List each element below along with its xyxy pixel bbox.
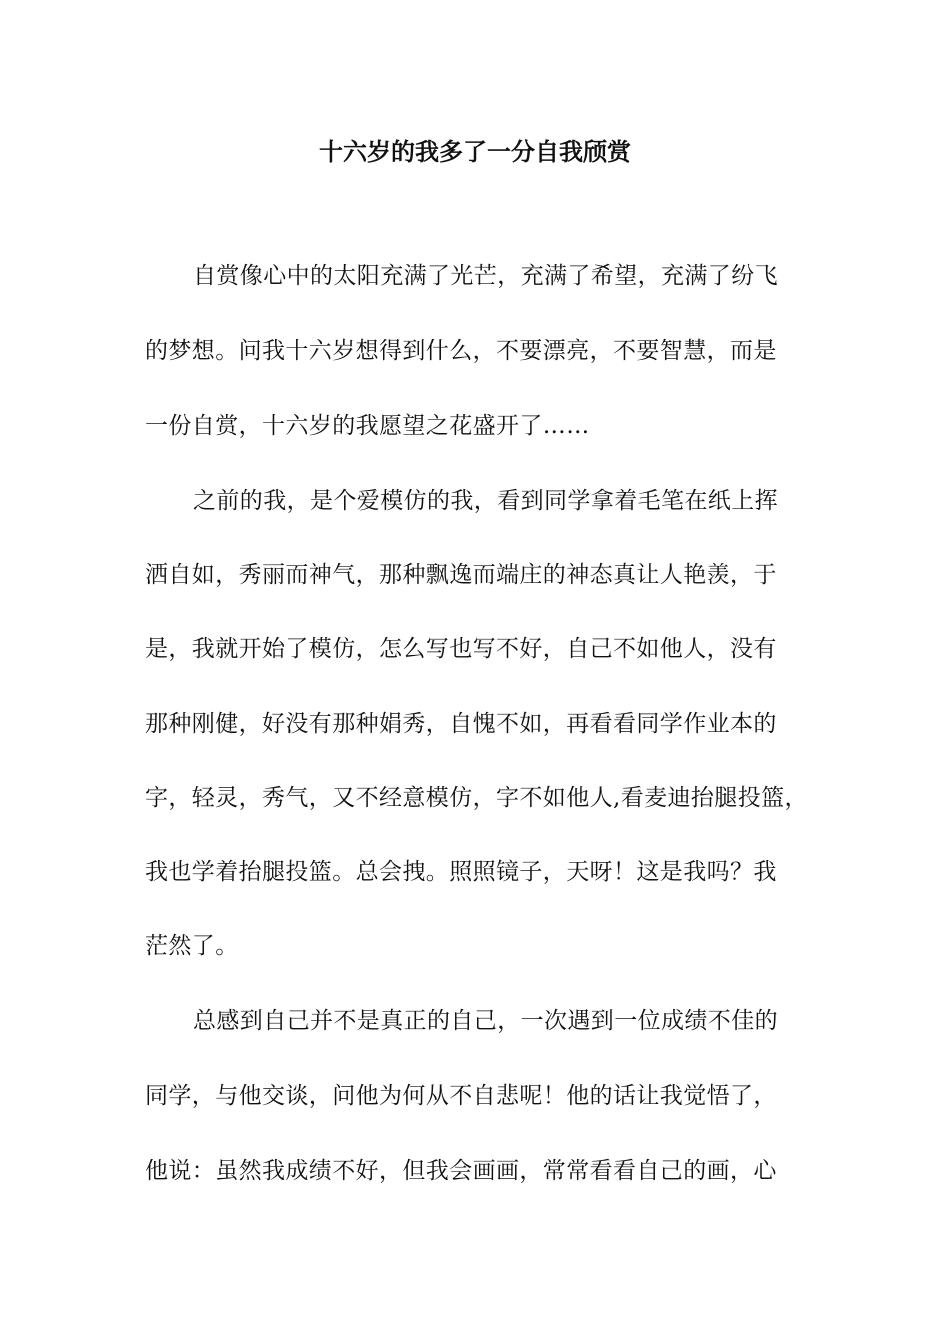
document-title: 十六岁的我多了一分自我颀赏 (319, 137, 631, 166)
paragraph-2-line-6: 我也学着抬腿投篮。总会拽。照照镜子，天呀！这是我吗？我 (145, 859, 777, 885)
paragraph-2-line-1: 之前的我，是个爱模仿的我，看到同学拿着毛笔在纸上挥 (193, 488, 778, 514)
paragraph-3-line-1: 总感到自己并不是真正的自己，一次遇到一位成绩不佳的 (193, 1008, 778, 1034)
paragraph-2-line-5: 字，轻灵，秀气，又不经意模仿，字不如他人,看麦迪抬腿投篮， (145, 785, 808, 811)
paragraph-3-line-2: 同学，与他交谈，问他为何从不自悲呢！他的话让我觉悟了， (145, 1083, 777, 1109)
paragraph-2-line-7: 茫然了。 (145, 933, 239, 959)
paragraph-2-line-4: 那种刚健，好没有那种娟秀，自愧不如，再看看同学作业本的 (145, 711, 777, 737)
paragraph-2-line-2: 洒自如，秀丽而神气，那种飘逸而端庄的神态真让人艳羡，于 (145, 562, 777, 588)
paragraph-1-line-3: 一份自赏，十六岁的我愿望之花盛开了…… (145, 413, 590, 439)
paragraph-1-line-2: 的梦想。问我十六岁想得到什么，不要漂亮，不要智慧，而是 (145, 338, 777, 364)
paragraph-2-line-3: 是，我就开始了模仿，怎么写也写不好，自己不如他人，没有 (145, 636, 777, 662)
paragraph-1-line-1: 自赏像心中的太阳充满了光芒，充满了希望，充满了纷飞 (193, 263, 778, 289)
paragraph-3-line-3: 他说：虽然我成绩不好，但我会画画，常常看看自己的画，心 (145, 1158, 777, 1184)
